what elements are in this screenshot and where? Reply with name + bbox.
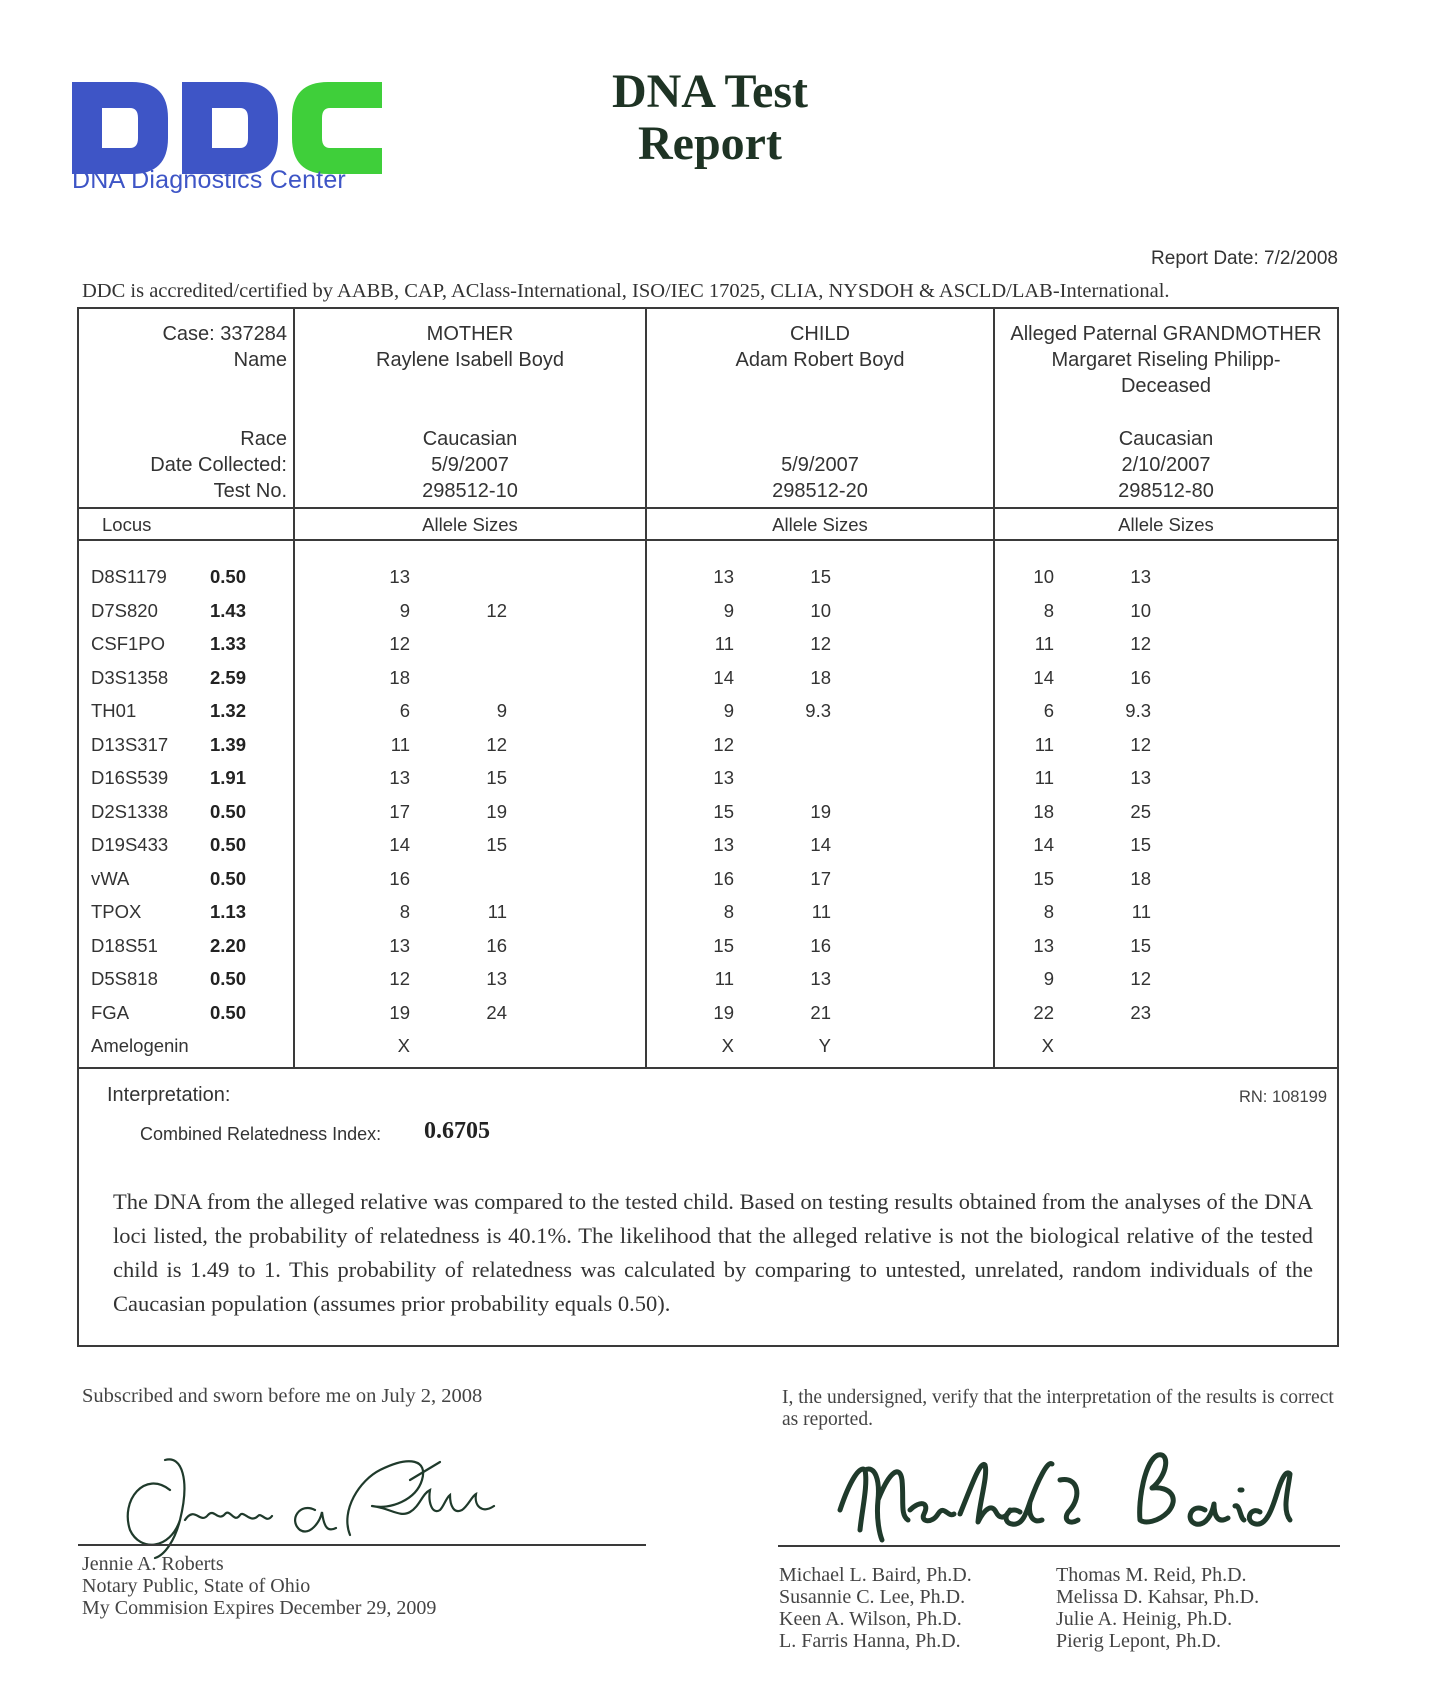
mother-allele-1: 14 (389, 834, 410, 855)
grandmother-allele-2: 12 (1130, 733, 1151, 755)
locus-name: CSF1PO (91, 633, 166, 654)
grandmother-allele-2: 23 (1130, 1001, 1151, 1023)
child-allele-2: 16 (810, 934, 831, 956)
table-row (79, 566, 1337, 599)
notary-signature-line (78, 1544, 646, 1546)
report-date: Report Date: 7/2/2008 (1151, 248, 1338, 269)
child-allele-2: 9.3 (805, 700, 831, 721)
staff-name: Pierig Lepont, Ph.D. (1056, 1630, 1221, 1652)
mother-allele-1: 8 (399, 901, 410, 922)
paternity-index: 1.39 (210, 733, 247, 755)
case-number: Case: 337284 (162, 323, 287, 345)
notary-signature (110, 1440, 550, 1560)
grandmother-allele-2: 11 (1131, 901, 1151, 922)
grandmother-allele-1: 13 (1033, 934, 1054, 956)
interpretation-text: The DNA from the alleged relative was compared to the tested child. Based on testing results obtained from the analyses of the DNA loci listed, the probability of relatedness is 40.1%. The likelihood that the alleged relative is not the biological relative of the tested child is 1.49 to 1. This probability of relatedness was calculated by comparing to untested, unrelated, random individuals of the Caucasian population (assumes prior probability equals 0.50). (113, 1189, 1313, 1316)
staff-name: L. Farris Hanna, Ph.D. (779, 1630, 961, 1652)
mother-allele-2: 15 (486, 767, 507, 788)
mother-allele-1: 11 (390, 733, 410, 755)
child-allele-1: 14 (713, 666, 734, 688)
staff-name: Susannie C. Lee, Ph.D. (779, 1586, 966, 1608)
table-row (79, 700, 1337, 733)
accreditation-statement: DDC is accredited/certified by AABB, CAP, AClass-International, ISO/IEC 17025, CLIA, NYSDOH & ASCLD/LAB-International. (82, 280, 1170, 302)
child-allele-1: 16 (713, 867, 734, 889)
cri-label: Combined Relatedness Index: (140, 1124, 382, 1144)
child-allele-2: 14 (810, 834, 831, 855)
director-signature-line (778, 1545, 1340, 1547)
grandmother-allele-1: 14 (1033, 834, 1054, 855)
paternity-index: 2.20 (210, 934, 247, 956)
child-allele-2: 19 (810, 800, 831, 822)
test-number-label: Test No. (213, 480, 287, 502)
cri-value: 0.6705 (424, 1118, 490, 1144)
mother-allele-1: 13 (389, 566, 410, 587)
locus-name: D7S820 (91, 599, 158, 621)
notary-commission: My Commision Expires December 29, 2009 (82, 1597, 437, 1619)
grandmother-allele-2: 16 (1130, 666, 1151, 688)
mother-allele-header: Allele Sizes (422, 514, 518, 535)
locus-name: D2S1338 (91, 800, 169, 822)
mother-race: Caucasian (422, 428, 518, 450)
child-allele-2: 18 (810, 666, 831, 688)
locus-name: FGA (91, 1001, 130, 1023)
staff-list-right (1056, 1564, 1259, 1652)
race-label: Race (240, 428, 287, 450)
grandmother-allele-2: 12 (1130, 633, 1151, 654)
title-line-2: Report (638, 117, 782, 170)
rn-number: RN: 108199 (1238, 1088, 1327, 1106)
child-test-no: 298512-20 (772, 480, 868, 502)
locus-header: Locus (102, 514, 152, 535)
grandmother-allele-1: 22 (1033, 1001, 1054, 1023)
table-row (79, 901, 1337, 934)
verification-statement: I, the undersigned, verify that the interpretation of the results is correct as reported. (782, 1387, 1334, 1430)
grandmother-allele-1: 6 (1043, 700, 1054, 721)
mother-date: 5/9/2007 (431, 454, 509, 476)
child-allele-1: X (721, 1035, 734, 1056)
child-role: CHILD (789, 323, 850, 345)
paternity-index: 1.33 (210, 633, 247, 654)
mother-allele-2: 16 (486, 934, 507, 956)
table-row (79, 767, 1337, 800)
mother-allele-2: 15 (486, 834, 507, 855)
child-date: 5/9/2007 (781, 454, 859, 476)
table-row (79, 1002, 1337, 1035)
paternity-index: 0.50 (210, 566, 247, 587)
grandmother-allele-1: 11 (1034, 767, 1054, 788)
mother-allele-1: 12 (389, 968, 410, 989)
grandmother-allele-1: 18 (1033, 800, 1054, 822)
mother-allele-2: 12 (486, 599, 507, 621)
locus-name: D8S1179 (91, 566, 167, 587)
child-allele-1: 8 (723, 901, 734, 922)
child-allele-2: Y (818, 1035, 831, 1056)
child-allele-1: 13 (713, 767, 734, 788)
child-allele-1: 15 (713, 934, 734, 956)
locus-name: Amelogenin (91, 1035, 189, 1056)
paternity-index: 0.50 (210, 968, 247, 989)
mother-role: MOTHER (426, 323, 514, 345)
table-row (79, 633, 1337, 666)
mother-allele-2: 11 (487, 901, 507, 922)
staff-name: Michael L. Baird, Ph.D. (779, 1564, 972, 1586)
child-allele-1: 19 (713, 1001, 734, 1023)
mother-allele-1: 6 (399, 700, 410, 721)
child-name: Adam Robert Boyd (735, 349, 905, 371)
paternity-index: 0.50 (210, 867, 247, 889)
grandmother-allele-2: 15 (1130, 934, 1151, 956)
paternity-index: 1.13 (210, 901, 247, 922)
notary-name: Jennie A. Roberts (82, 1553, 224, 1575)
grandmother-test-no: 298512-80 (1118, 480, 1214, 502)
paternity-index: 0.50 (210, 834, 247, 855)
child-allele-1: 9 (723, 599, 734, 621)
page-title (560, 66, 860, 170)
locus-name: D13S317 (91, 733, 169, 755)
locus-name: vWA (91, 867, 130, 889)
notary-block (82, 1553, 436, 1619)
mother-allele-1: 13 (389, 934, 410, 956)
child-allele-1: 12 (713, 733, 734, 755)
paternity-index: 0.50 (210, 1001, 247, 1023)
child-allele-2: 21 (810, 1001, 831, 1023)
grandmother-allele-1: 10 (1033, 566, 1054, 587)
director-signature (820, 1440, 1320, 1550)
grandmother-name-line-1: Margaret Riseling Philipp- (1051, 349, 1281, 371)
paternity-index: 1.91 (210, 767, 247, 788)
mother-allele-2: 13 (486, 968, 507, 989)
paternity-index: 1.43 (210, 599, 247, 621)
child-allele-2: 12 (810, 633, 831, 654)
sworn-statement: Subscribed and sworn before me on July 2, 2008 (82, 1385, 483, 1407)
title-line-1: DNA Test (611, 65, 809, 118)
grandmother-allele-2: 10 (1130, 599, 1151, 621)
row-divider (79, 539, 1337, 541)
mother-allele-1: 13 (389, 767, 410, 788)
child-allele-1: 15 (713, 800, 734, 822)
table-row (79, 801, 1337, 834)
child-allele-2: 17 (810, 867, 831, 889)
grandmother-allele-2: 13 (1130, 767, 1151, 788)
grandmother-race: Caucasian (1118, 428, 1214, 450)
locus-name: D5S818 (91, 968, 158, 989)
table-row (79, 734, 1337, 767)
mother-test-no: 298512-10 (422, 480, 518, 502)
mother-allele-1: X (397, 1035, 410, 1056)
child-allele-1: 13 (713, 834, 734, 855)
child-allele-2: 10 (810, 599, 831, 621)
staff-name: Melissa D. Kahsar, Ph.D. (1056, 1586, 1260, 1608)
staff-name: Julie A. Heinig, Ph.D. (1056, 1608, 1233, 1630)
table-row (79, 935, 1337, 968)
paternity-index: 2.59 (210, 666, 247, 688)
grandmother-allele-1: 15 (1033, 867, 1054, 889)
grandmother-allele-2: 9.3 (1125, 700, 1151, 721)
table-row (79, 968, 1337, 1001)
paternity-index: 0.50 (210, 800, 247, 822)
grandmother-allele-header: Allele Sizes (1118, 514, 1214, 535)
mother-allele-1: 9 (399, 599, 410, 621)
table-row (79, 600, 1337, 633)
notary-title: Notary Public, State of Ohio (82, 1575, 311, 1597)
mother-allele-2: 12 (486, 733, 507, 755)
mother-allele-1: 17 (389, 800, 410, 822)
grandmother-name-line-2: Deceased (1120, 375, 1212, 397)
mother-name: Raylene Isabell Boyd (376, 349, 564, 371)
grandmother-allele-1: 8 (1043, 901, 1054, 922)
locus-name: TH01 (91, 700, 137, 721)
table-row (79, 1035, 1337, 1068)
table-row (79, 834, 1337, 867)
row-divider (79, 507, 1337, 509)
mother-allele-1: 18 (389, 666, 410, 688)
staff-name: Keen A. Wilson, Ph.D. (779, 1608, 962, 1630)
locus-name: D18S51 (91, 934, 158, 956)
locus-name: D16S539 (91, 767, 169, 788)
table-row (79, 667, 1337, 700)
grandmother-allele-1: 8 (1043, 599, 1054, 621)
grandmother-allele-2: 18 (1130, 867, 1151, 889)
paternity-index: 1.32 (210, 700, 247, 721)
child-allele-header: Allele Sizes (772, 514, 868, 535)
child-allele-1: 13 (713, 566, 734, 587)
child-allele-1: 11 (714, 633, 734, 654)
staff-list-left (779, 1564, 972, 1652)
grandmother-date: 2/10/2007 (1121, 454, 1211, 476)
mother-allele-2: 9 (496, 700, 507, 721)
name-label: Name (233, 349, 287, 371)
grandmother-allele-1: 11 (1034, 633, 1054, 654)
interpretation-label: Interpretation: (107, 1084, 231, 1106)
grandmother-allele-2: 13 (1130, 566, 1151, 587)
mother-allele-1: 12 (389, 633, 410, 654)
grandmother-allele-1: 14 (1033, 666, 1054, 688)
grandmother-allele-1: 11 (1034, 733, 1054, 755)
grandmother-allele-2: 15 (1130, 834, 1151, 855)
date-collected-label: Date Collected: (150, 454, 287, 476)
child-allele-2: 15 (810, 566, 831, 587)
locus-name: D3S1358 (91, 666, 169, 688)
grandmother-allele-1: X (1041, 1035, 1054, 1056)
child-allele-1: 11 (714, 968, 734, 989)
logo-subtitle: DNA Diagnostics Center (72, 166, 346, 194)
locus-name: D19S433 (91, 834, 169, 855)
mother-allele-1: 19 (389, 1001, 410, 1023)
grandmother-allele-1: 9 (1043, 968, 1054, 989)
child-allele-2: 11 (811, 901, 831, 922)
grandmother-allele-2: 12 (1130, 968, 1151, 989)
table-row (79, 868, 1337, 901)
allele-table (77, 307, 1339, 1069)
grandmother-allele-2: 25 (1130, 800, 1151, 822)
locus-name: TPOX (91, 901, 142, 922)
grandmother-role: Alleged Paternal GRANDMOTHER (1010, 323, 1322, 345)
mother-allele-2: 19 (486, 800, 507, 822)
mother-allele-1: 16 (389, 867, 410, 889)
mother-allele-2: 24 (486, 1001, 507, 1023)
child-allele-1: 9 (723, 700, 734, 721)
child-allele-2: 13 (810, 968, 831, 989)
staff-name: Thomas M. Reid, Ph.D. (1056, 1564, 1247, 1586)
